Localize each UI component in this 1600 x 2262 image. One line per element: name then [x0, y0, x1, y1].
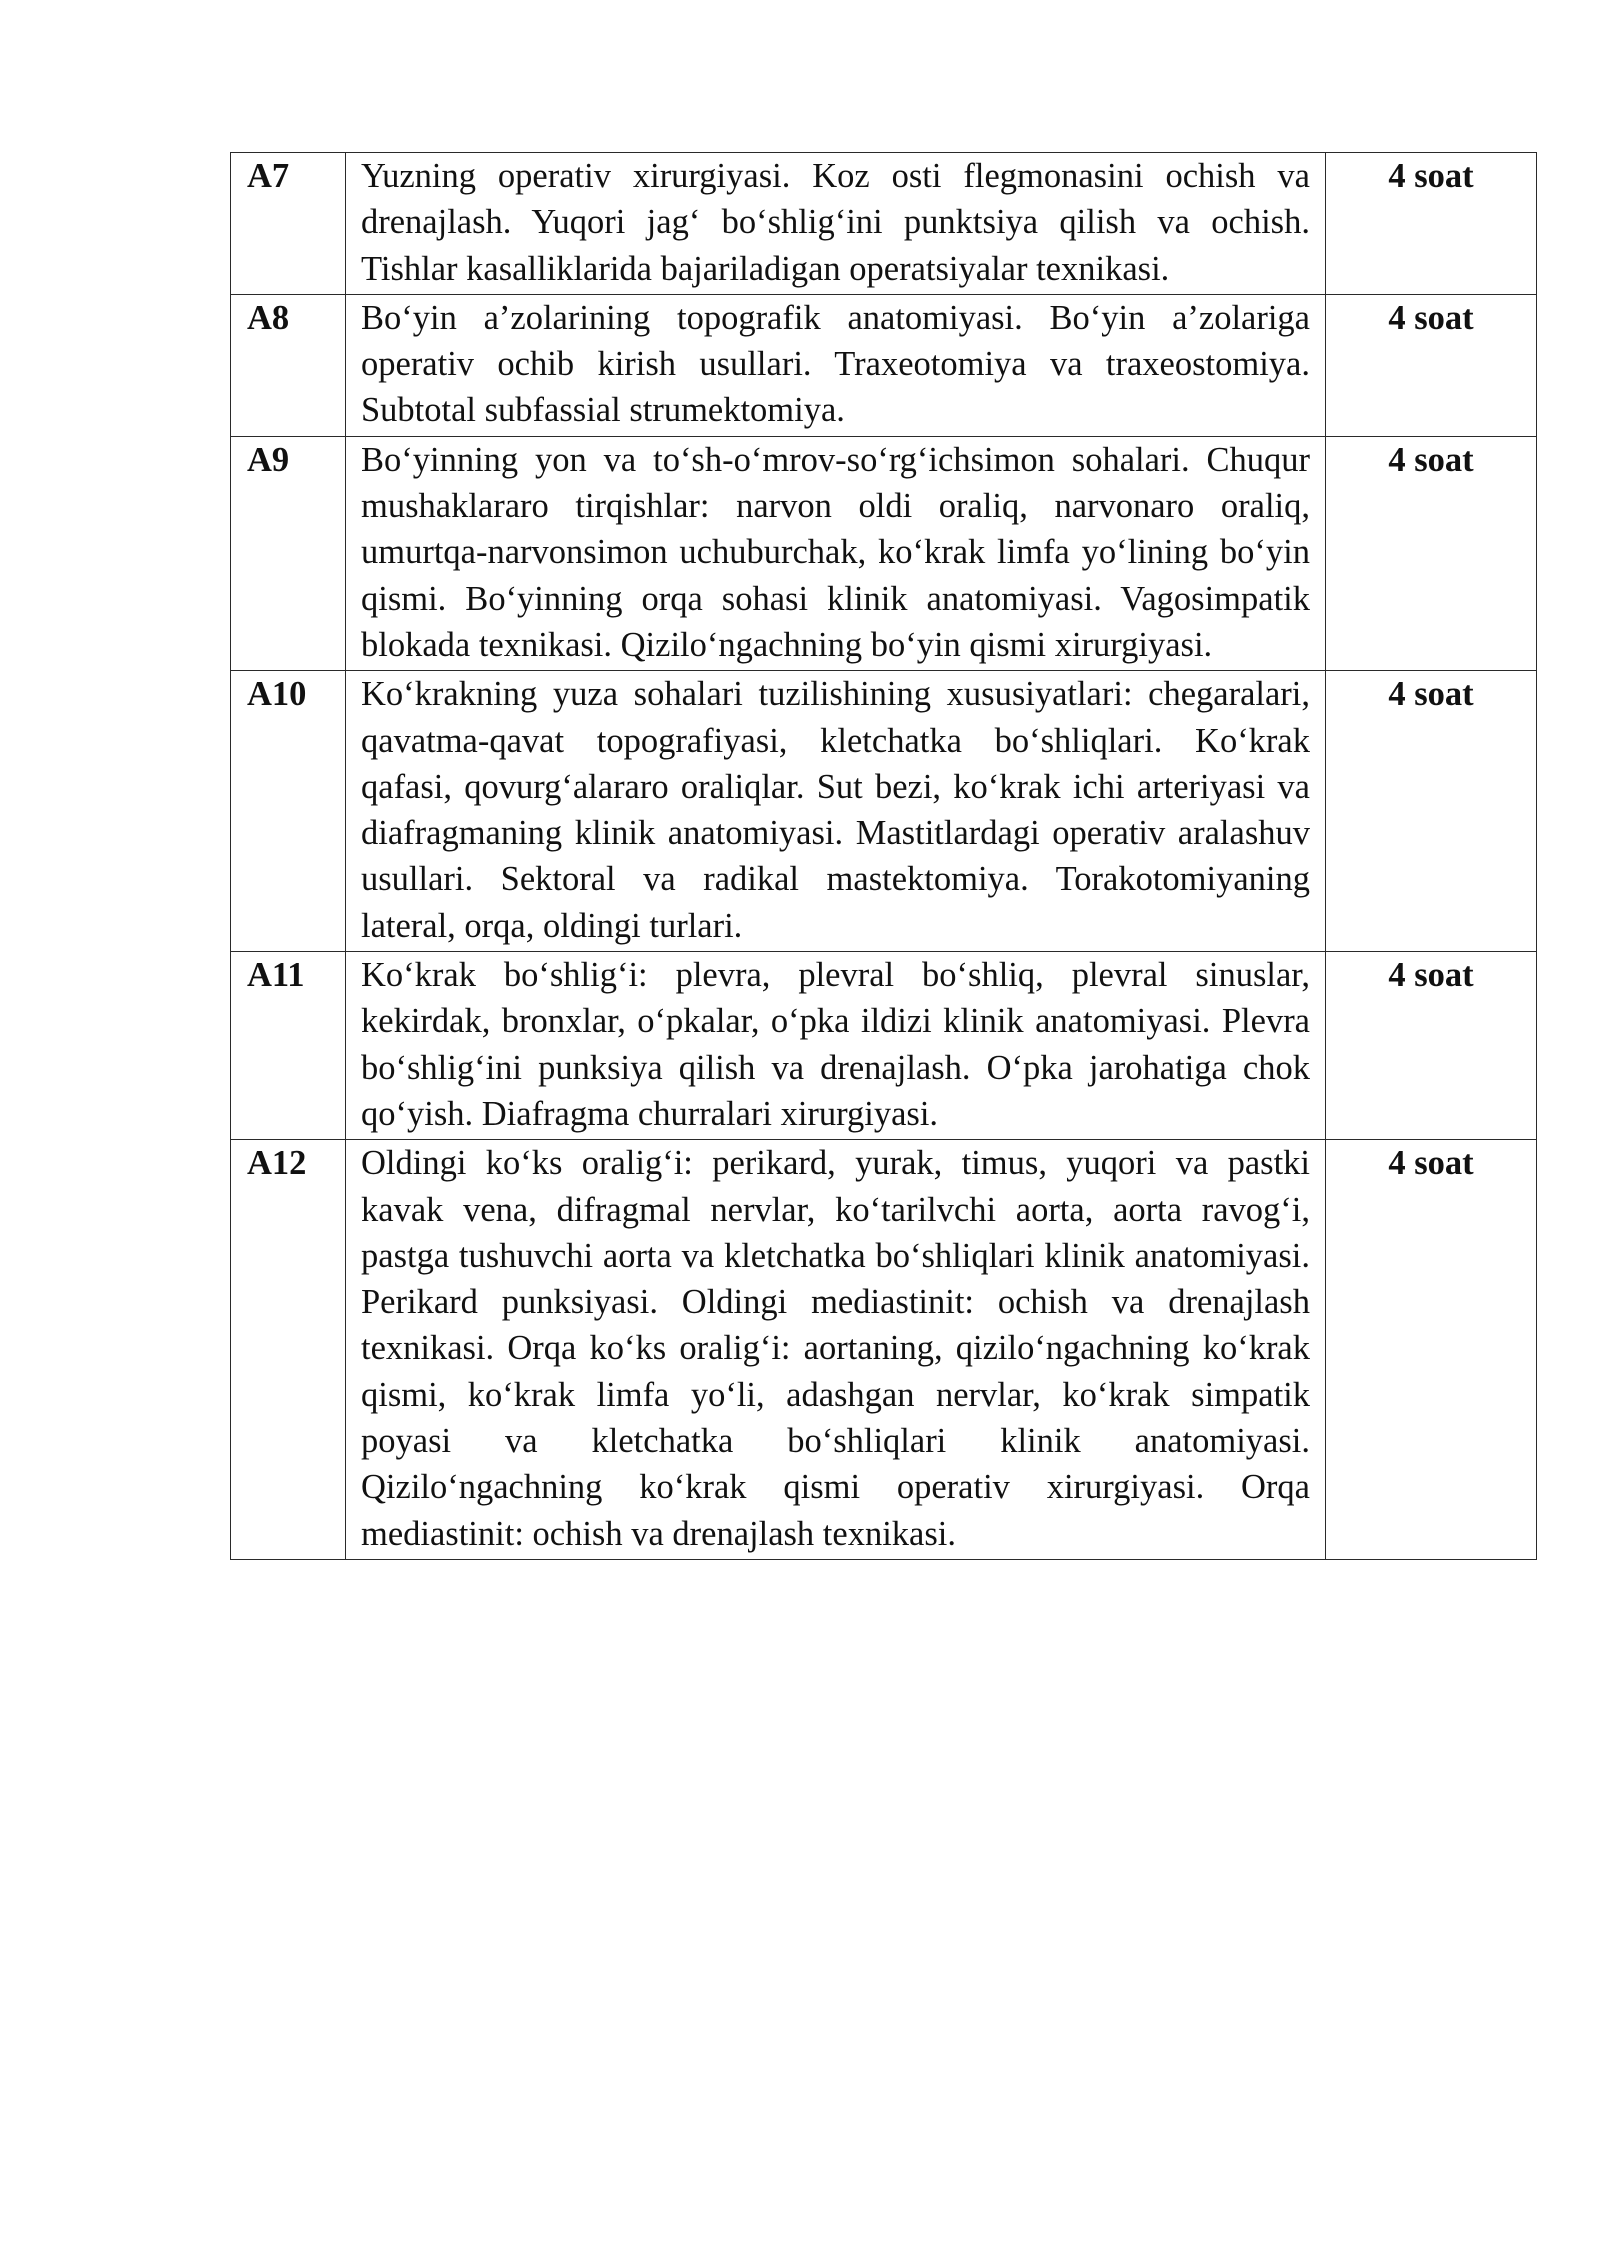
topic-description: Bo‘yinning yon va to‘sh-o‘mrov-so‘rg‘ichsimon sohalari. Chuqur mushaklararo tirqishlar: narvon oldi oraliq, narvonaro oraliq, umurtqa-narvonsimon uchuburchak, ko‘krak limfa yo‘lining bo‘yin qismi. Bo‘yinning orqa sohasi klinik anatomiyasi. Vagosimpatik blokada texnikasi. Qizilo‘ngachning bo‘yin qismi xirurgiyasi.	[346, 436, 1326, 670]
topic-hours: 4 soat	[1326, 1140, 1537, 1560]
topic-description: Bo‘yin a’zolarining topografik anatomiyasi. Bo‘yin a’zolariga operativ ochib kirish usullari. Traxeotomiya va traxeostomiya. Subtotal subfassial strumektomiya.	[346, 294, 1326, 436]
topic-description: Oldingi ko‘ks oralig‘i: perikard, yurak, timus, yuqori va pastki kavak vena, difragmal nervlar, ko‘tarilvchi aorta, aorta ravog‘i, pastga tushuvchi aorta va kletchatka bo‘shliqlari klinik anatomiyasi. Perikard punksiyasi. Oldingi mediastinit: ochish va drenajlash texnikasi. Orqa ko‘ks oralig‘i: aortaning, qizilo‘ngachning ko‘krak qismi, ko‘krak limfa yo‘li, adashgan nervlar, ko‘krak simpatik poyasi va kletchatka bo‘shliqlari klinik anatomiyasi. Qizilo‘ngachning ko‘krak qismi operativ xirurgiyasi. Orqa mediastinit: ochish va drenajlash texnikasi.	[346, 1140, 1326, 1560]
topic-code: A9	[231, 436, 346, 670]
topic-description: Ko‘krak bo‘shlig‘i: plevra, plevral bo‘shliq, plevral sinuslar, kekirdak, bronxlar, o‘pkalar, o‘pka ildizi klinik anatomiyasi. Plevra bo‘shlig‘ini punksiya qilish va drenajlash. O‘pka jarohatiga chok qo‘yish. Diafragma churralari xirurgiyasi.	[346, 952, 1326, 1140]
table-row	[231, 1140, 1537, 1560]
topic-hours: 4 soat	[1326, 952, 1537, 1140]
topics-table	[230, 152, 1537, 1560]
topic-code: A12	[231, 1140, 346, 1560]
topic-description: Yuzning operativ xirurgiyasi. Koz osti flegmonasini ochish va drenajlash. Yuqori jag‘ bo‘shlig‘ini punktsiya qilish va ochish. Tishlar kasalliklarida bajariladigan operatsiyalar texnikasi.	[346, 153, 1326, 295]
topic-code: A7	[231, 153, 346, 295]
topic-code: A10	[231, 671, 346, 952]
table-row	[231, 952, 1537, 1140]
table-row	[231, 436, 1537, 670]
table-row	[231, 294, 1537, 436]
topic-hours: 4 soat	[1326, 671, 1537, 952]
topic-description: Ko‘krakning yuza sohalari tuzilishining xususiyatlari: chegaralari, qavatma-qavat topografiyasi, kletchatka bo‘shliqlari. Ko‘krak qafasi, qovurg‘alararo oraliqlar. Sut bezi, ko‘krak ichi arteriyasi va diafragmaning klinik anatomiyasi. Mastitlardagi operativ aralashuv usullari. Sektoral va radikal mastektomiya. Torakotomiyaning lateral, orqa, oldingi turlari.	[346, 671, 1326, 952]
table-row	[231, 671, 1537, 952]
topic-code: A11	[231, 952, 346, 1140]
topic-hours: 4 soat	[1326, 294, 1537, 436]
topic-hours: 4 soat	[1326, 436, 1537, 670]
table-row	[231, 153, 1537, 295]
topic-hours: 4 soat	[1326, 153, 1537, 295]
topic-code: A8	[231, 294, 346, 436]
